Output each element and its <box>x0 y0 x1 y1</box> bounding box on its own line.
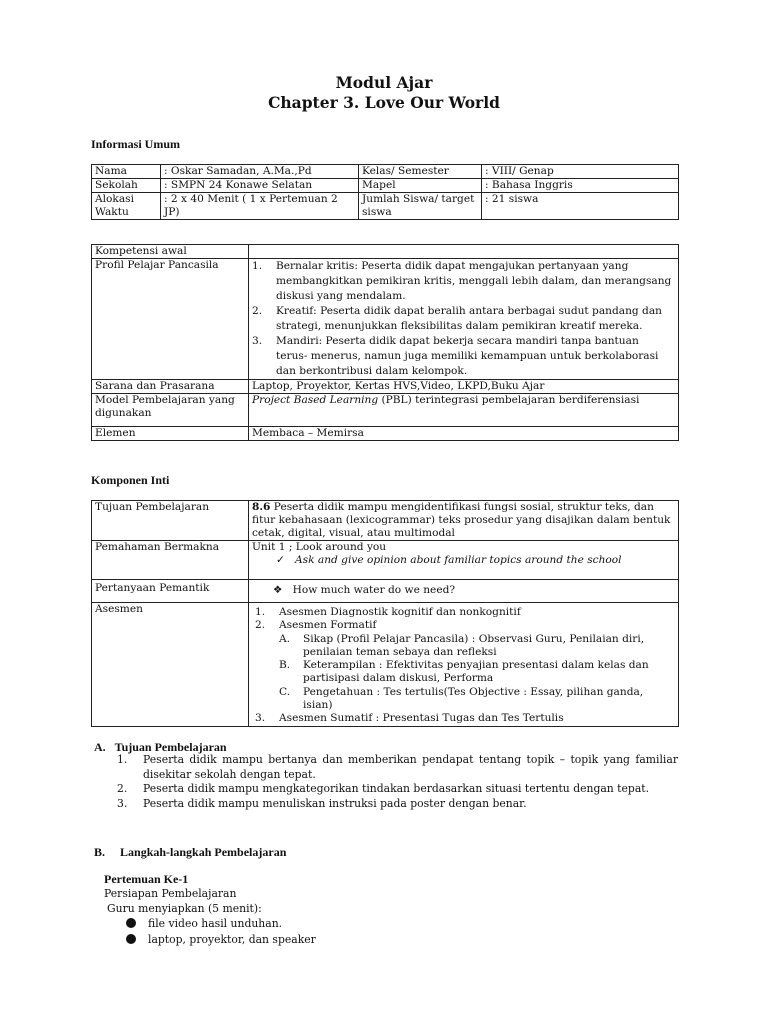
table-row <box>92 394 679 427</box>
table-cell <box>249 541 679 580</box>
list-number: 2. <box>117 782 128 795</box>
list-text: Asesmen Formatif <box>279 619 377 632</box>
list-item <box>279 686 675 713</box>
list-item <box>252 259 672 304</box>
model-italic: Project Based Learning <box>252 394 379 406</box>
table-cell: Membaca – Memirsa <box>249 427 679 441</box>
list-item <box>255 619 675 712</box>
list-item <box>126 917 282 930</box>
profil-list-cell <box>249 259 679 380</box>
table-row <box>92 541 679 580</box>
list-item <box>252 304 672 334</box>
table-row <box>92 193 679 220</box>
table-cell: : Oskar Samadan, A.Ma.,Pd <box>161 165 359 179</box>
section-title: Tujuan Pembelajaran <box>114 740 227 754</box>
section-heading-langkah <box>94 845 286 860</box>
list-number: 3. <box>255 712 266 725</box>
table-row <box>92 501 679 541</box>
list-text: Asesmen Sumatif : Presentasi Tugas dan Tes Tertulis <box>279 712 564 725</box>
table-cell: Nama <box>92 165 161 179</box>
bullet-dot-icon <box>126 918 136 928</box>
table-cell-empty <box>249 245 679 259</box>
guru-text: Guru menyiapkan (5 menit): <box>107 902 262 915</box>
list-text: Peserta didik mampu menuliskan instruksi pada poster dengan benar. <box>143 796 527 810</box>
section-heading-komponen-inti: Komponen Inti <box>91 473 170 487</box>
table-cell: Elemen <box>92 427 249 441</box>
table-cell: : SMPN 24 Konawe Selatan <box>161 179 359 193</box>
list-item <box>255 712 675 725</box>
list-number: 1. <box>252 260 263 272</box>
info-umum-table <box>91 164 679 220</box>
table-cell: : VIII/ Genap <box>482 165 679 179</box>
section-title: Langkah-langkah Pembelajaran <box>120 845 287 859</box>
asesmen-cell <box>249 603 679 727</box>
tujuan-list <box>117 753 678 811</box>
table-cell: Model Pembelajaran yang digunakan <box>92 394 249 427</box>
list-text: laptop, proyektor, dan speaker <box>148 933 316 946</box>
asesmen-sub-list <box>279 633 675 713</box>
list-number: 1. <box>255 606 266 618</box>
list-text: Sikap (Profil Pelajar Pancasila) : Observasi Guru, Penilaian diri, penilaian teman sebaya dan refleksi <box>303 632 645 658</box>
list-number: 2. <box>252 305 263 317</box>
pemahaman-point <box>252 554 675 567</box>
diamond-bullet-icon: ❖ <box>273 584 283 596</box>
list-number: 3. <box>117 796 128 810</box>
list-number: 3. <box>252 335 263 347</box>
table-row <box>92 427 679 441</box>
list-number: 2. <box>255 619 266 632</box>
list-text: Peserta didik mampu mengkategorikan tindakan berdasarkan situasi tertentu dengan tepat. <box>143 782 650 795</box>
table-cell: Pemahaman Bermakna <box>92 541 249 580</box>
list-item <box>117 753 678 782</box>
bullet-dot-icon <box>126 934 136 944</box>
list-number: C. <box>279 685 291 698</box>
table-row <box>92 603 679 727</box>
list-text: Mandiri: Peserta didik dapat bekerja secara mandiri tanpa bantuan terus- menerus, namun juga memiliki kemampuan untuk berkolaborasi dan berkontribusi dalam kelompok. <box>276 335 659 377</box>
table-row <box>92 165 679 179</box>
asesmen-list <box>255 606 675 726</box>
list-item <box>252 334 672 379</box>
list-text: file video hasil unduhan. <box>148 917 283 930</box>
pemahaman-unit: Unit 1 ; Look around you <box>252 541 387 553</box>
table-cell: Pertanyaan Pemantik <box>92 580 249 603</box>
persiapan-text: Persiapan Pembelajaran <box>104 887 237 900</box>
section-heading-informasi-umum: Informasi Umum <box>91 137 180 151</box>
table-row <box>92 245 679 259</box>
table-cell: Tujuan Pembelajaran <box>92 501 249 541</box>
table-row <box>92 179 679 193</box>
doc-subtitle: Chapter 3. Love Our World <box>268 93 500 112</box>
table-cell: Alokasi Waktu <box>92 193 161 220</box>
list-item <box>117 797 678 812</box>
list-item <box>255 606 675 619</box>
table-cell <box>249 394 679 427</box>
list-number: B. <box>279 659 291 672</box>
tujuan-text: Peserta didik mampu mengidentifikasi fungsi sosial, struktur teks, dan fitur kebahasaan (lexicogrammar) teks prosedur yang disajikan dalam bentuk cetak, digital, visual, atau multimodal <box>252 501 671 539</box>
list-text: Bernalar kritis: Peserta didik dapat mengajukan pertanyaan yang membangkitkan pemikiran kritis, menggali lebih dalam, dan merangsang diskusi yang mendalam. <box>276 260 672 302</box>
table-cell: Kelas/ Semester <box>359 165 482 179</box>
table-cell: Jumlah Siswa/ target siswa <box>359 193 482 220</box>
table-cell <box>249 501 679 541</box>
list-text: Keterampilan : Efektivitas penyajian presentasi dalam kelas dan partisipasi dalam diskusi, Performa <box>303 659 649 685</box>
section-letter: B. <box>94 845 106 859</box>
list-item <box>126 933 316 946</box>
table-cell <box>249 580 679 603</box>
check-icon: ✓ <box>276 554 285 566</box>
table-cell: Laptop, Proyektor, Kertas HVS,Video, LKPD,Buku Ajar <box>249 380 679 394</box>
table-cell: Profil Pelajar Pancasila <box>92 259 249 380</box>
list-number: 1. <box>117 753 128 766</box>
list-item <box>117 782 678 797</box>
table-cell: Asesmen <box>92 603 249 727</box>
tujuan-code: 8.6 <box>252 501 271 513</box>
pertanyaan-text: How much water do we need? <box>292 584 456 596</box>
list-item <box>279 659 675 686</box>
list-text: Asesmen Diagnostik kognitif dan nonkognitif <box>279 606 521 618</box>
pemahaman-point-text: Ask and give opinion about familiar topics around the school <box>295 554 622 566</box>
table-cell: : 2 x 40 Menit ( 1 x Pertemuan 2 JP) <box>161 193 359 220</box>
list-text: Kreatif: Peserta didik dapat beralih antara berbagai sudut pandang dan strategi, menunjukkan fleksibilitas dalam pemikiran kreatif mereka. <box>276 305 662 332</box>
model-rest: (PBL) terintegrasi pembelajaran berdiferensiasi <box>378 394 640 406</box>
table-row <box>92 580 679 603</box>
table-cell: : 21 siswa <box>482 193 679 220</box>
profil-list <box>252 259 672 379</box>
list-number: A. <box>279 632 291 645</box>
table-cell: Sarana dan Prasarana <box>92 380 249 394</box>
komponen-inti-table <box>91 500 679 727</box>
list-item <box>279 633 675 660</box>
table-cell: Sekolah <box>92 179 161 193</box>
table-row <box>92 380 679 394</box>
section-letter: A. <box>94 740 106 754</box>
doc-title: Modul Ajar <box>335 73 433 92</box>
pertemuan-heading: Pertemuan Ke-1 <box>104 872 189 886</box>
list-text: Peserta didik mampu bertanya dan memberikan pendapat tentang topik – topik yang familiar disekitar sekolah dengan tepat. <box>143 753 678 781</box>
table-cell: : Bahasa Inggris <box>482 179 679 193</box>
kompetensi-table <box>91 244 679 441</box>
table-cell: Kompetensi awal <box>92 245 249 259</box>
list-text: Pengetahuan : Tes tertulis(Tes Objective : Essay, pilihan ganda, isian) <box>303 685 644 712</box>
table-cell: Mapel <box>359 179 482 193</box>
table-row <box>92 259 679 380</box>
